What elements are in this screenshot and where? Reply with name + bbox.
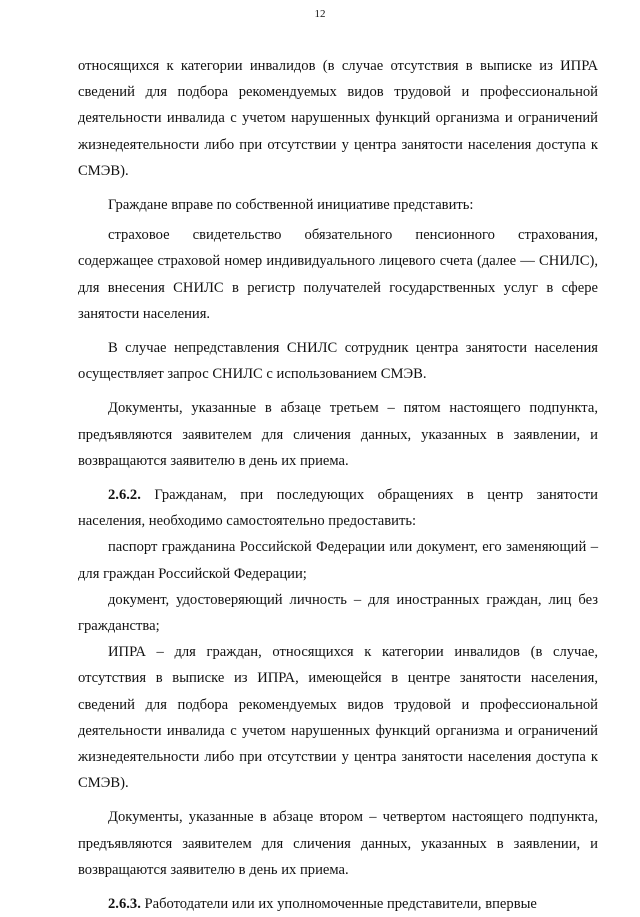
paragraph [78, 804, 598, 883]
section-number: 2.6.3. [108, 896, 141, 913]
paragraph [78, 335, 598, 387]
paragraph [78, 192, 598, 218]
page-number: 12 [314, 8, 326, 20]
section-paragraph [78, 482, 598, 534]
paragraph-text: Работодатели или их уполномоченные представители, впервые [140, 896, 537, 913]
paragraph-text: Гражданам, при последующих обращениях в центр занятости населения, необходимо самостоятельно предоставить: [78, 487, 598, 530]
section-number: 2.6.2. [108, 487, 141, 504]
paragraph-text: ИПРА – для граждан, относящихся к категории инвалидов (в случае, отсутствия в выписке из ИПРА, имеющейся в центре занятости населения, сведений для подбора рекомендуемых видов трудовой и профессиональной деятельности инвалида с учетом нарушенных функций организма и ограничений жизнедеятельности либо при отсутствии у центра занятости населения доступа к СМЭВ). [78, 644, 598, 792]
paragraph [78, 395, 598, 474]
paragraph-text: относящихся к категории инвалидов (в случае отсутствия в выписке из ИПРА сведений для подбора рекомендуемых видов трудовой и профессиональной деятельности инвалида с учетом нарушенных функций организма и ограничений жизнедеятельности либо при отсутствии у центра занятости населения доступа к СМЭВ). [78, 58, 598, 179]
paragraph-text: документ, удостоверяющий личность – для иностранных граждан, лиц без гражданства; [78, 591, 598, 635]
paragraph [78, 534, 598, 586]
paragraph-text: Граждане вправе по собственной инициативе представить: [108, 197, 474, 214]
paragraph-text: паспорт гражданина Российской Федерации или документ, его заменяющий – для граждан Российской Федерации; [78, 539, 598, 582]
paragraph [78, 639, 598, 796]
paragraph-text: Документы, указанные в абзаце втором – четвертом настоящего подпункта, предъявляются заявителем для сличения данных, указанных в заявлении, и возвращаются заявителю в день их приема. [78, 809, 598, 878]
paragraph [78, 53, 598, 184]
paragraph-text: Документы, указанные в абзаце третьем – пятом настоящего подпункта, предъявляются заявителем для сличения данных, указанных в заявлении, и возвращаются заявителю в день их приема. [78, 400, 598, 469]
document-body [78, 53, 598, 917]
paragraph [78, 587, 598, 639]
paragraph [78, 222, 598, 327]
section-paragraph [78, 891, 598, 917]
paragraph-text: страховое свидетельство обязательного пенсионного страхования, содержащее страховой номер индивидуального лицевого счета (далее — СНИЛС), для внесения СНИЛС в регистр получателей государственных услуг в сфере занятости населения. [78, 227, 598, 322]
paragraph-text: В случае непредставления СНИЛС сотрудник центра занятости населения осуществляет запрос СНИЛС с использованием СМЭВ. [78, 340, 598, 383]
